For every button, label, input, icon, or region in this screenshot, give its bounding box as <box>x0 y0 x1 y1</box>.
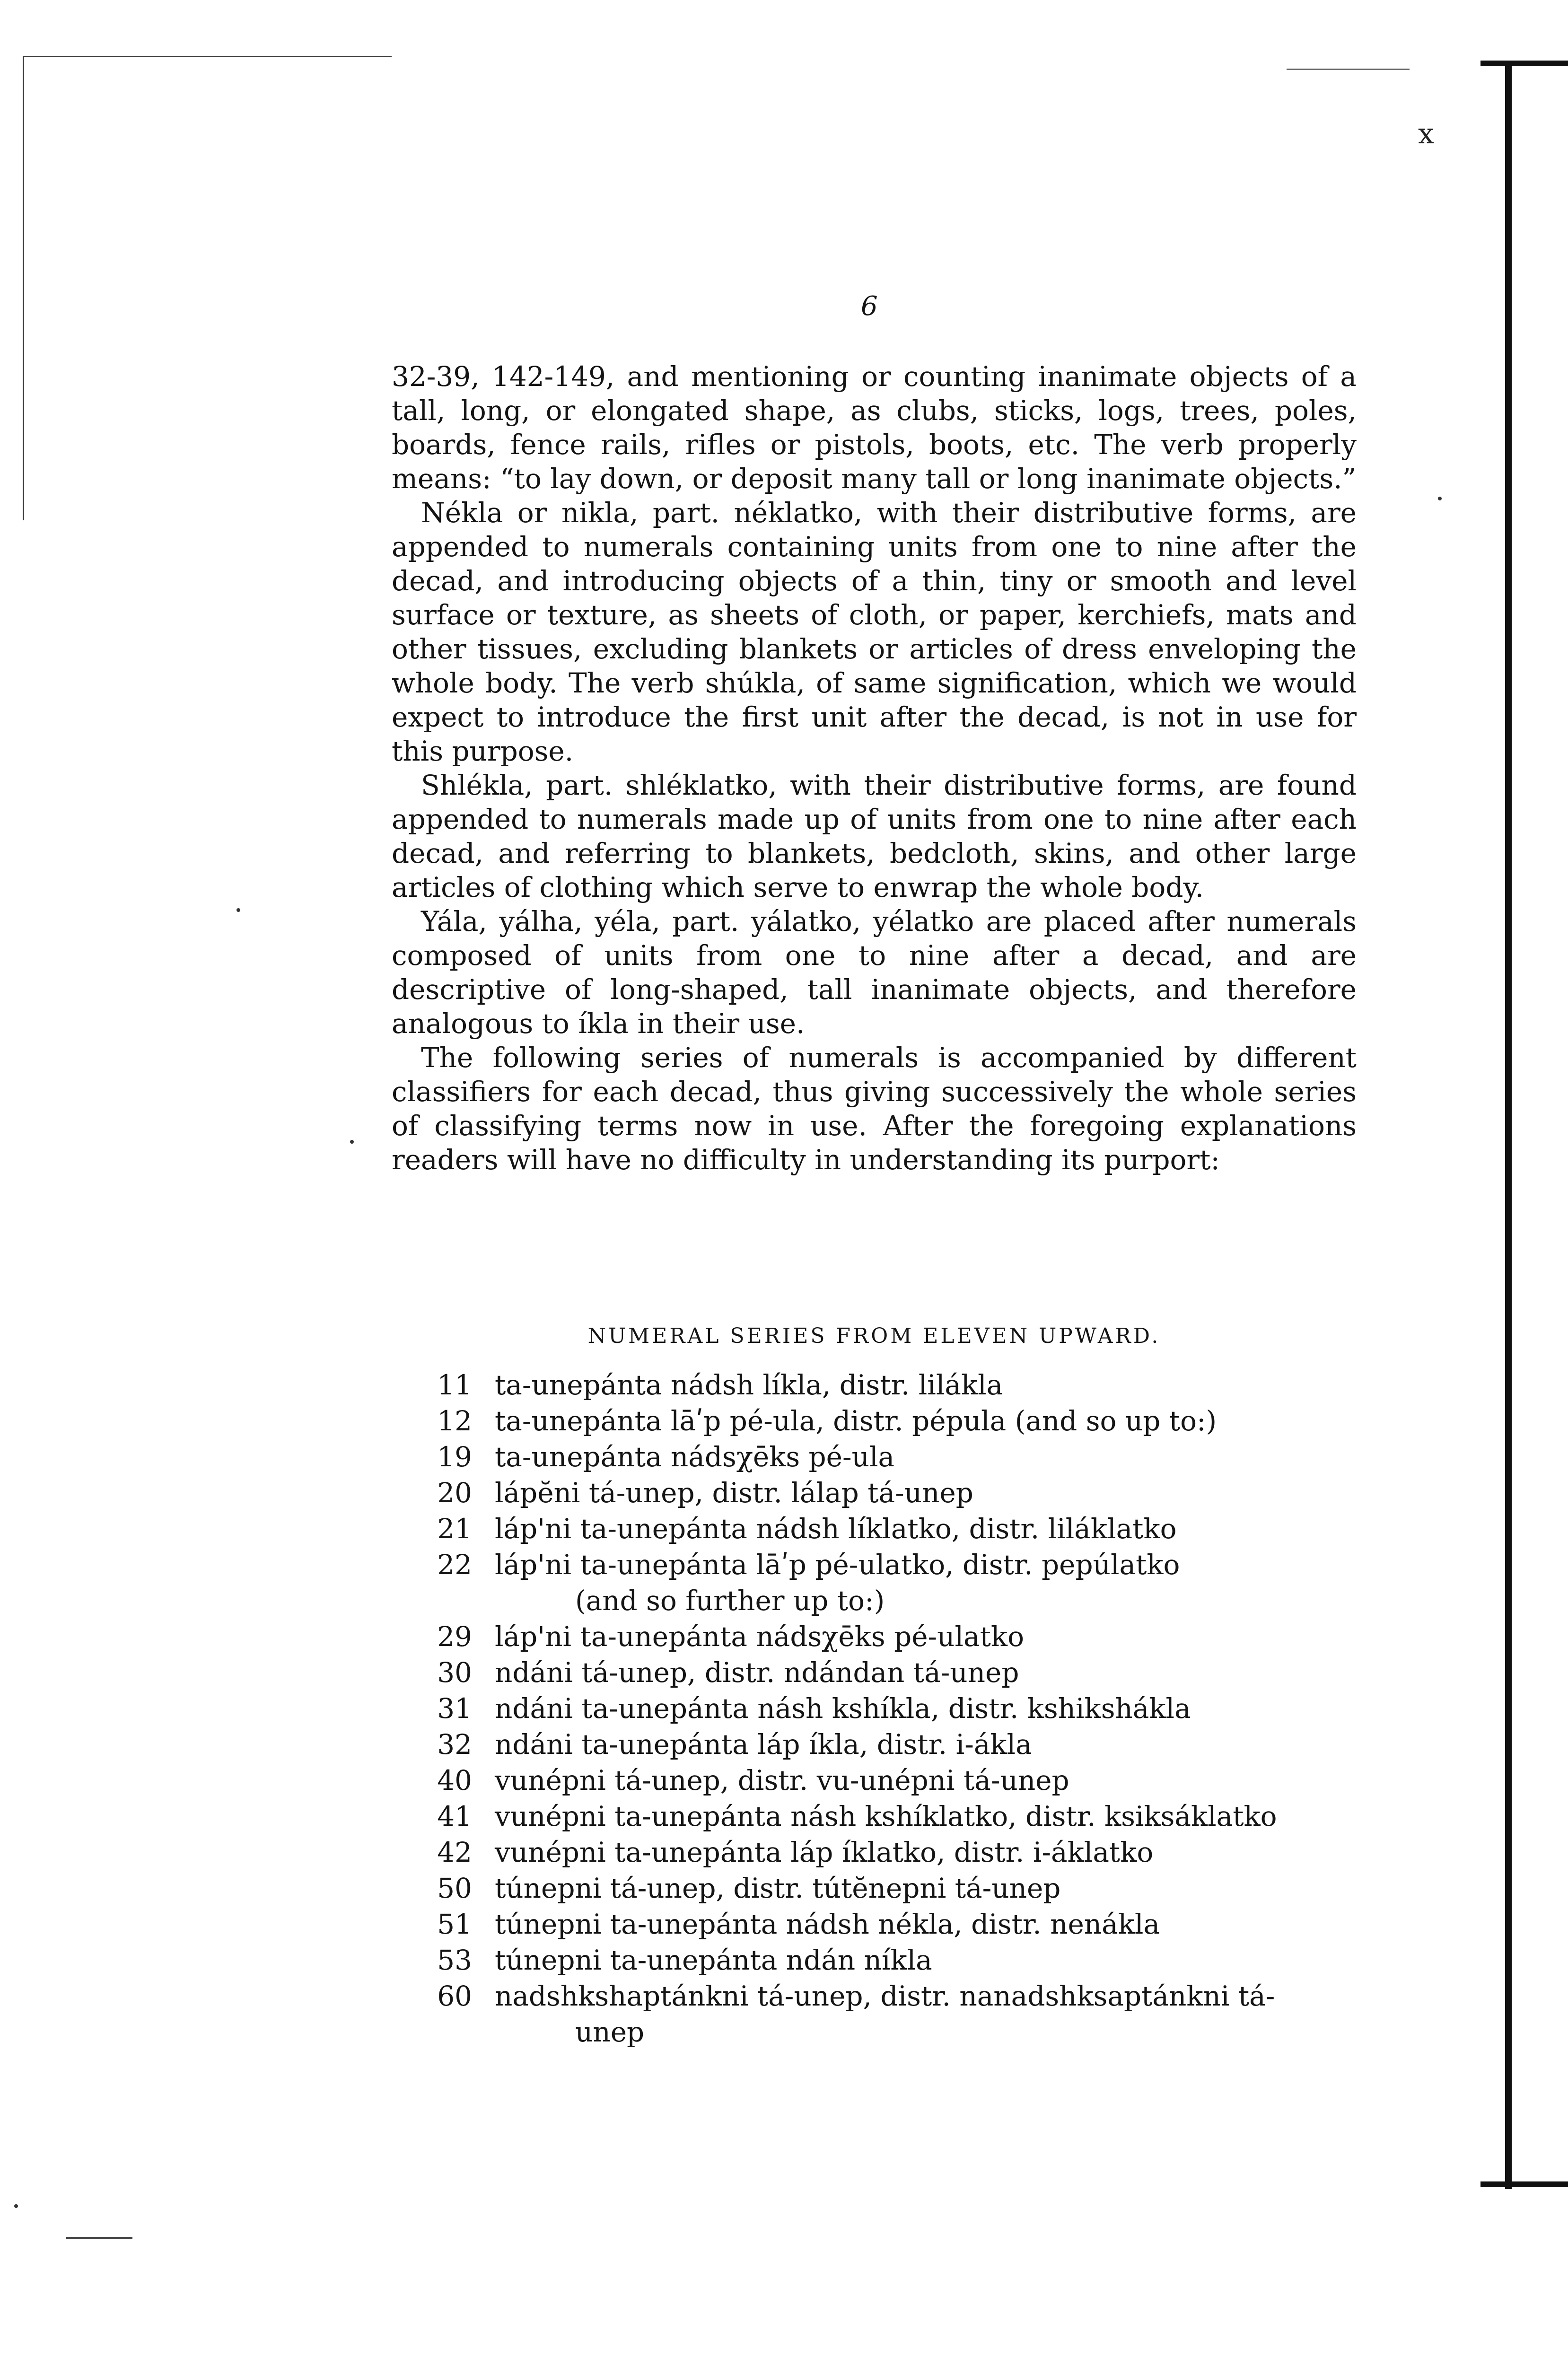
series-number: 41 <box>437 1800 472 1832</box>
series-row <box>416 1691 1358 1726</box>
speck <box>350 1140 354 1144</box>
series-row <box>416 1511 1358 1547</box>
series-term: vunépni ta-unepánta násh kshíklatko, distr. ksiksáklatko <box>495 1800 1277 1832</box>
binding-bar-vertical <box>1505 61 1512 2189</box>
series-number: 31 <box>437 1692 472 1725</box>
series-row <box>416 1942 1358 1978</box>
series-row <box>416 1906 1358 1942</box>
series-number: 19 <box>437 1441 472 1473</box>
series-row-continuation <box>416 1583 1358 1619</box>
series-number: 50 <box>437 1872 472 1904</box>
series-term: ndáni ta-unepánta láp íkla, distr. i-ákla <box>495 1728 1032 1761</box>
series-term: ta-unepánta lāʹp pé-ula, distr. pépula (and so up to:) <box>495 1405 1217 1437</box>
series-term: túnepni tá-unep, distr. tútĕnepni tá-unep <box>495 1872 1061 1904</box>
paragraph-continuation: 32-39, 142-149, and mentioning or counting inanimate objects of a tall, long, or elongated shape, as clubs, sticks, logs, trees, poles, boards, fence rails, rifles or pistols, boots, etc. The verb properly means: “to lay down, or deposit many tall or long inanimate objects.” <box>392 360 1357 495</box>
series-row <box>416 1726 1358 1762</box>
paragraph-yala: Yála, yálha, yéla, part. yálatko, yélatko are placed after numerals composed of units from one to nine after a decad, and are descriptive of long-shaped, tall inanimate objects, and therefore analogous to íkla in their use. <box>392 905 1357 1040</box>
series-term: ndáni ta-unepánta násh kshíkla, distr. kshikshákla <box>495 1692 1191 1725</box>
series-number: 22 <box>437 1549 472 1581</box>
series-term: ndáni tá-unep, distr. ndándan tá-unep <box>495 1656 1019 1689</box>
page-number: 6 <box>861 291 878 322</box>
series-number: 40 <box>437 1764 472 1796</box>
series-row <box>416 1834 1358 1870</box>
series-row <box>416 1978 1358 2014</box>
series-row <box>416 1367 1358 1403</box>
series-number: 12 <box>437 1405 472 1437</box>
series-term-continuation: (and so further up to:) <box>575 1585 885 1617</box>
series-row <box>416 1475 1358 1511</box>
series-term: ta-unepánta nádsχēks pé-ula <box>495 1441 895 1473</box>
series-term: láp'ni ta-unepánta nádsh líklatko, distr. liláklatko <box>495 1513 1177 1545</box>
series-number: 29 <box>437 1620 472 1653</box>
series-number: 60 <box>437 1980 472 2012</box>
series-row <box>416 1798 1358 1834</box>
series-number: 30 <box>437 1656 472 1689</box>
series-row <box>416 1655 1358 1691</box>
series-term: vunépni tá-unep, distr. vu-unépni tá-unep <box>495 1764 1069 1796</box>
series-term: láp'ni ta-unepánta nádsχēks pé-ulatko <box>495 1620 1024 1653</box>
binding-bar-bottom <box>1480 2181 1568 2187</box>
scan-edge-left <box>23 57 24 520</box>
series-term: túnepni ta-unepánta nádsh nékla, distr. nenákla <box>495 1908 1160 1940</box>
scan-edge-top-right <box>1287 69 1410 70</box>
series-number: 51 <box>437 1908 472 1940</box>
series-term: túnepni ta-unepánta ndán níkla <box>495 1944 932 1976</box>
series-row <box>416 1870 1358 1906</box>
paragraph-shlekla: Shlékla, part. shléklatko, with their distributive forms, are found appended to numerals made up of units from one to nine after each decad, and referring to blankets, bedcloth, skins, and other large articles of clothing which serve to enwrap the whole body. <box>392 769 1357 903</box>
series-term: lápĕni tá-unep, distr. lálap tá-unep <box>495 1477 973 1509</box>
series-term: nadshkshaptánkni tá-unep, distr. nanadshksaptánkni tá- <box>495 1980 1275 2012</box>
series-term: láp'ni ta-unepánta lāʹp pé-ulatko, distr. pepúlatko <box>495 1549 1180 1581</box>
series-row-continuation <box>416 2014 1358 2050</box>
series-row <box>416 1403 1358 1439</box>
scan-edge-bottom-left <box>66 2237 132 2239</box>
paragraph-nekla: Nékla or nikla, part. néklatko, with their distributive forms, are appended to numerals containing units from one to nine after the decad, and introducing objects of a thin, tiny or smooth and level surface or texture, as sheets of cloth, or paper, kerchiefs, mats and other tissues, excluding blankets or articles of dress enveloping the whole body. The verb shúkla, of same signification, which we would expect to introduce the first unit after the decad, is not in use for this purpose. <box>392 497 1357 767</box>
series-number: 11 <box>437 1369 472 1401</box>
series-row <box>416 1439 1358 1475</box>
numeral-series <box>416 1367 1358 2050</box>
series-row <box>416 1762 1358 1798</box>
scan-edge-top <box>23 56 392 57</box>
series-number: 53 <box>437 1944 472 1976</box>
speck <box>237 908 240 912</box>
speck <box>14 2204 18 2208</box>
binding-bar-top <box>1480 61 1568 66</box>
series-row <box>416 1547 1358 1583</box>
series-term: vunépni ta-unepánta láp íklatko, distr. i-áklatko <box>495 1836 1154 1868</box>
series-number: 21 <box>437 1513 472 1545</box>
paragraph-series-intro: The following series of numerals is accompanied by different classifiers for each decad, thus giving successively the whole series of classifying terms now in use. After the foregoing explanations readers will have no difficulty in understanding its purport: <box>392 1042 1357 1176</box>
series-term: ta-unepánta nádsh líkla, distr. lilákla <box>495 1369 1003 1401</box>
series-number: 20 <box>437 1477 472 1509</box>
series-row <box>416 1619 1358 1655</box>
body-text <box>392 359 1357 1177</box>
series-number: 42 <box>437 1836 472 1868</box>
speck <box>1438 497 1442 500</box>
corner-mark: ⅹ <box>1418 117 1434 150</box>
series-term-continuation: unep <box>575 2016 645 2048</box>
series-number: 32 <box>437 1728 472 1761</box>
series-heading: NUMERAL SERIES FROM ELEVEN UPWARD. <box>587 1324 1161 1348</box>
